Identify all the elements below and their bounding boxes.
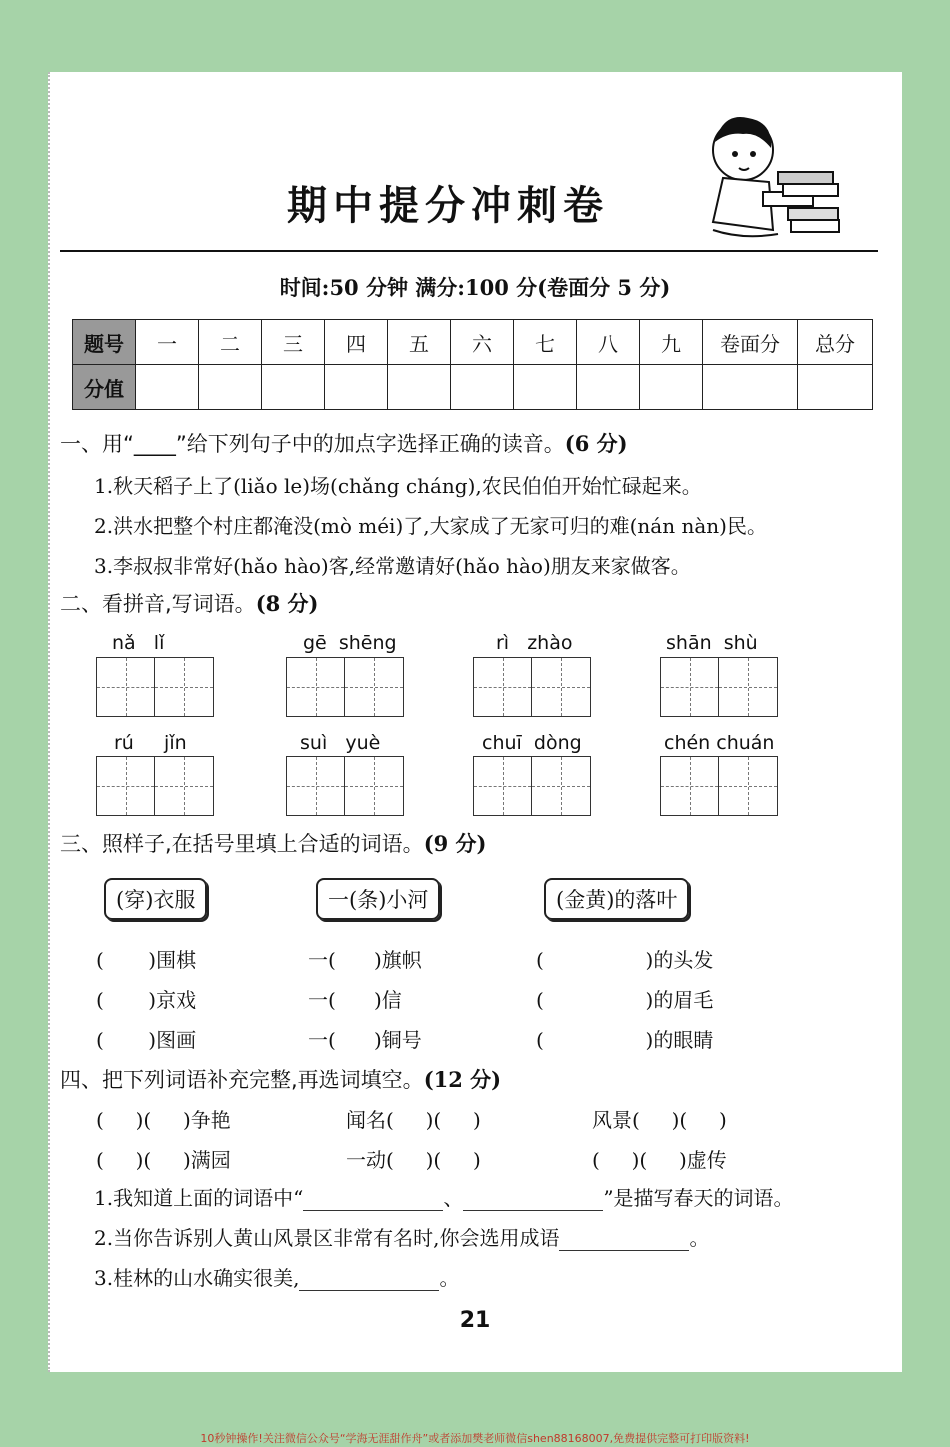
writing-grid[interactable] bbox=[96, 657, 214, 717]
exam-paper bbox=[48, 72, 902, 1372]
score-cell[interactable] bbox=[388, 365, 451, 410]
score-cell[interactable] bbox=[451, 365, 514, 410]
fill-blank-item[interactable]: 一( )铜号 bbox=[308, 1028, 422, 1052]
example-box: (金黄)的落叶 bbox=[544, 878, 689, 920]
score-cell[interactable] bbox=[514, 365, 577, 410]
section-1-line: 2.洪水把整个村庄都淹没(mò méi)了,大家成了无家可归的难(nán nàn)民。 bbox=[94, 514, 767, 538]
answer-blank[interactable] bbox=[303, 1186, 443, 1211]
pinyin-label: suì yuè bbox=[300, 732, 381, 754]
writing-grid[interactable] bbox=[473, 756, 591, 816]
answer-blank[interactable] bbox=[463, 1186, 603, 1211]
score-cell[interactable] bbox=[798, 365, 873, 410]
answer-blank[interactable] bbox=[559, 1226, 689, 1251]
score-table-col: 七 bbox=[514, 320, 577, 365]
idiom-item[interactable]: 一动( )( ) bbox=[346, 1148, 481, 1172]
writing-grid[interactable] bbox=[286, 657, 404, 717]
fill-blank-item[interactable]: 一( )信 bbox=[308, 988, 402, 1012]
fill-blank-item[interactable]: ( )京戏 bbox=[96, 988, 197, 1012]
section-3-heading: 三、照样子,在括号里填上合适的词语。(9 分) bbox=[60, 831, 487, 856]
score-table bbox=[72, 319, 873, 410]
fill-blank-item[interactable]: ( )的眼睛 bbox=[536, 1028, 714, 1052]
writing-grid[interactable] bbox=[473, 657, 591, 717]
section-1-line: 3.李叔叔非常好(hǎo hào)客,经常邀请好(hǎo hào)朋友来家做客。 bbox=[94, 554, 691, 578]
section-4-question-1: 1.我知道上面的词语中“ 、 ”是描写春天的词语。 bbox=[94, 1186, 794, 1210]
pinyin-label: rú jǐn bbox=[114, 732, 187, 754]
page-number: 21 bbox=[459, 1308, 491, 1333]
score-table-col: 总分 bbox=[798, 320, 873, 365]
fill-blank-item[interactable]: ( )的眉毛 bbox=[536, 988, 714, 1012]
score-table-col: 卷面分 bbox=[703, 320, 798, 365]
example-box: 一(条)小河 bbox=[316, 878, 440, 920]
binding-edge bbox=[48, 72, 54, 1372]
score-cell[interactable] bbox=[703, 365, 798, 410]
score-cell[interactable] bbox=[199, 365, 262, 410]
section-4-heading: 四、把下列词语补充完整,再选词填空。(12 分) bbox=[60, 1067, 502, 1092]
idiom-item[interactable]: ( )( )虚传 bbox=[592, 1148, 727, 1172]
score-cell[interactable] bbox=[577, 365, 640, 410]
writing-grid[interactable] bbox=[96, 756, 214, 816]
section-4-question-2: 2.当你告诉别人黄山风景区非常有名时,你会选用成语 。 bbox=[94, 1226, 710, 1250]
score-table-col: 二 bbox=[199, 320, 262, 365]
score-cell[interactable] bbox=[640, 365, 703, 410]
footer-promo-text: 10秒钟操作!关注微信公众号“学海无涯甜作舟”或者添加樊老师微信shen88168007,免费提供完整可打印版资料! bbox=[200, 1432, 750, 1445]
score-table-col: 八 bbox=[577, 320, 640, 365]
writing-grid[interactable] bbox=[660, 756, 778, 816]
pinyin-label: nǎ lǐ bbox=[112, 632, 165, 654]
pinyin-label: chuī dòng bbox=[482, 732, 582, 754]
score-table-row-label: 分值 bbox=[73, 365, 136, 410]
writing-grid[interactable] bbox=[286, 756, 404, 816]
score-table-col: 九 bbox=[640, 320, 703, 365]
score-table-value-row bbox=[73, 365, 873, 410]
score-table-row-label: 题号 bbox=[73, 320, 136, 365]
section-1-heading: 一、用“____”给下列句子中的加点字选择正确的读音。(6 分) bbox=[60, 431, 628, 456]
fill-blank-item[interactable]: ( )围棋 bbox=[96, 948, 197, 972]
section-4-question-3: 3.桂林的山水确实很美, 。 bbox=[94, 1266, 460, 1290]
score-table-col: 四 bbox=[325, 320, 388, 365]
idiom-item[interactable]: 闻名( )( ) bbox=[346, 1108, 481, 1132]
idiom-item[interactable]: ( )( )满园 bbox=[96, 1148, 231, 1172]
pinyin-label: rì zhào bbox=[496, 632, 573, 654]
idiom-item[interactable]: ( )( )争艳 bbox=[96, 1108, 231, 1132]
section-2-heading: 二、看拼音,写词语。(8 分) bbox=[60, 591, 319, 616]
score-table-col: 一 bbox=[136, 320, 199, 365]
pinyin-label: shān shù bbox=[666, 632, 758, 654]
score-table-header-row bbox=[73, 320, 873, 365]
page-title: 期中提分冲刺卷 bbox=[287, 183, 609, 229]
pinyin-label: chén chuán bbox=[664, 732, 775, 754]
answer-blank[interactable] bbox=[299, 1266, 439, 1291]
reading-child-illustration-icon bbox=[703, 112, 843, 247]
idiom-item[interactable]: 风景( )( ) bbox=[592, 1108, 727, 1132]
fill-blank-item[interactable]: 一( )旗帜 bbox=[308, 948, 422, 972]
fill-blank-item[interactable]: ( )的头发 bbox=[536, 948, 714, 972]
score-table-col: 五 bbox=[388, 320, 451, 365]
title-rule bbox=[60, 250, 878, 252]
score-cell[interactable] bbox=[262, 365, 325, 410]
section-1-line: 1.秋天稻子上了(liǎo le)场(chǎng cháng),农民伯伯开始忙碌起来。 bbox=[94, 474, 702, 498]
pinyin-label: gē shēng bbox=[303, 632, 397, 654]
example-box: (穿)衣服 bbox=[104, 878, 207, 920]
score-cell[interactable] bbox=[136, 365, 199, 410]
score-table-col: 六 bbox=[451, 320, 514, 365]
time-and-score: 时间:50 分钟 满分:100 分(卷面分 5 分) bbox=[279, 275, 671, 300]
score-cell[interactable] bbox=[325, 365, 388, 410]
fill-blank-item[interactable]: ( )图画 bbox=[96, 1028, 197, 1052]
score-table-col: 三 bbox=[262, 320, 325, 365]
writing-grid[interactable] bbox=[660, 657, 778, 717]
